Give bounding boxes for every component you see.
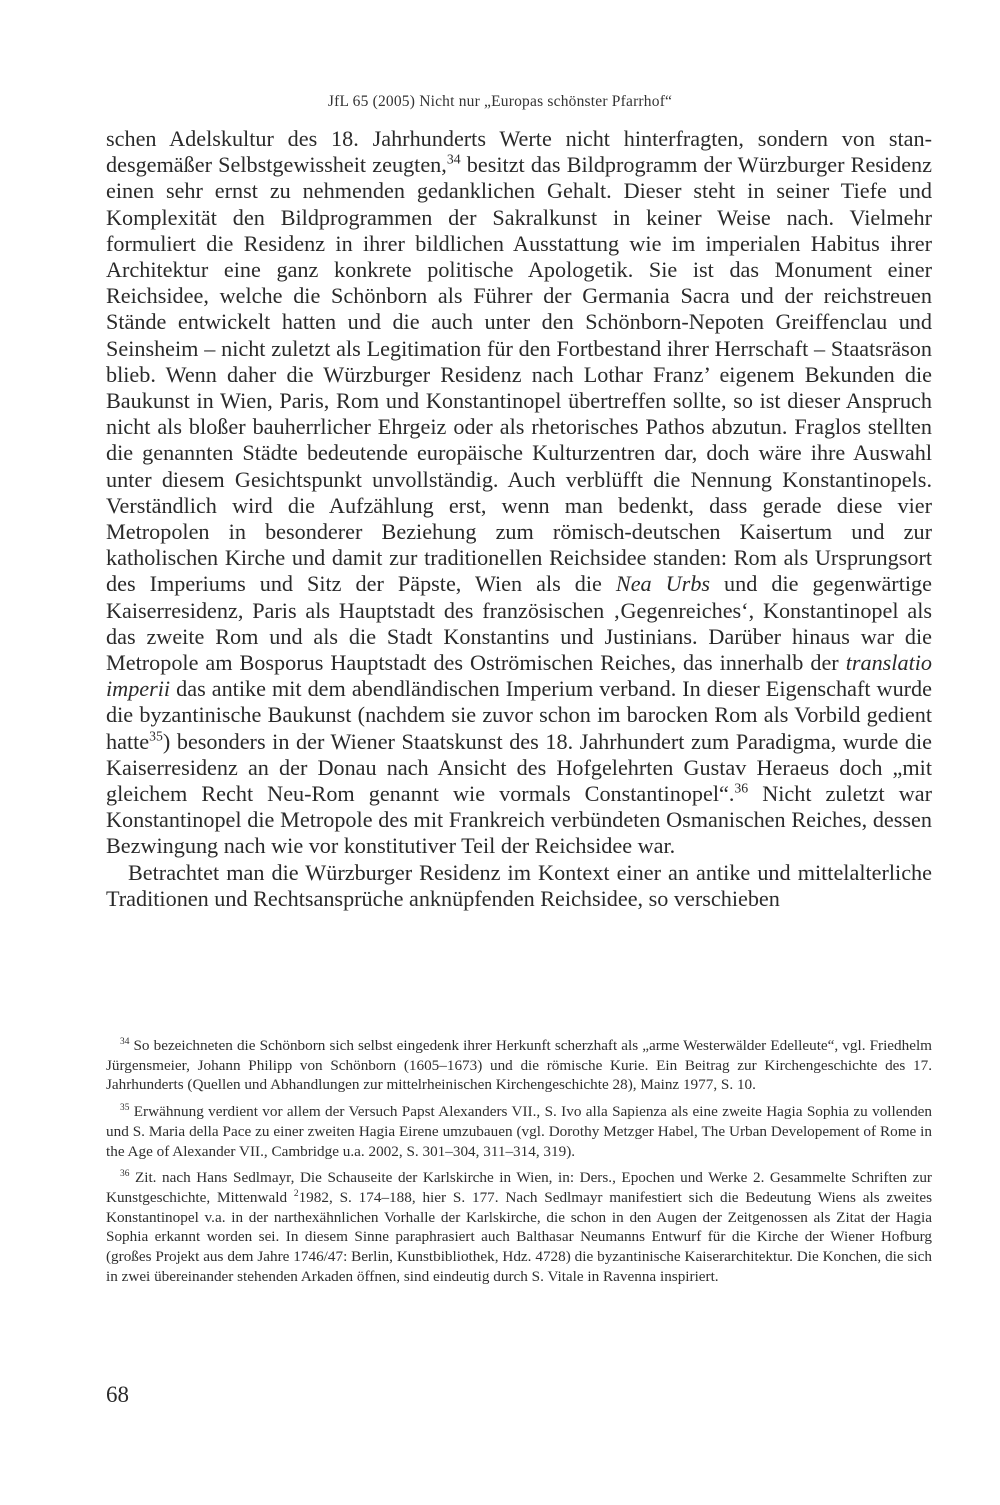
edition-number: 2 — [293, 1188, 299, 1199]
paragraph-1-text-a: schen Adelskultur des 18. Jahrhunderts Werte nicht hinterfragten, sondern von standesgemäßer Selbstgewissheit zeugten, — [106, 126, 932, 178]
paragraph-1-text-c: und die gegenwärtige Kaiserresidenz, Paris als Hauptstadt des französischen ‚Gegenreiches‘, Konstantinopel als das zweite Rom und als die Stadt Konstantins und Justinians. Darüber hinaus war die Metropole am Bosporus Hauptstadt des Oströmischen Reiches, das innerhalb der — [106, 571, 932, 676]
page-number: 68 — [106, 1382, 129, 1407]
running-head: JfL 65 (2005) Nicht nur „Europas schönster Pfarrhof“ — [327, 93, 673, 110]
italic-translatio-imperii: translatio imperii — [106, 650, 932, 702]
footnotes — [106, 1036, 932, 1293]
footnote-text: Erwähnung verdient vor allem der Versuch Papst Alexanders VII., S. Ivo alla Sapienza als eine zweite Hagia Sophia zu vollenden und S. Maria della Pace zu einer zweiten Hagia Eirene umzubauen (vgl. Dorothy Metzger Habel, The Urban Developement of Rome in the Age of Alexander VII., Cambridge u.a. 2002, S. 301–304, 311–314, 319). — [106, 1103, 932, 1160]
paragraph-1-text-f: Nicht zuletzt war Konstantinopel die Metropole des mit Frankreich verbündeten Osmanischen Reiches, dessen Bezwingung nach wie vor konstitutiver Teil der Reichsidee war. — [106, 781, 933, 859]
paragraph-1 — [106, 126, 932, 860]
footnote-ref-34[interactable]: 34 — [446, 151, 461, 167]
footnote-36 — [106, 1168, 932, 1286]
paragraph-1-text-e: ) besonders in der Wiener Staatskunst des 18. Jahrhundert zum Paradigma, wurde die Kaiserresidenz an der Donau nach Ansicht des Hofgelehrten Gustav Heraeus doch „mit gleichem Recht Neu-Rom genannt wie vormals Constantinopel“. — [106, 728, 932, 807]
footnote-text: 1982, S. 174–188, hier S. 177. Nach Sedlmayr manifestiert sich die Bedeutung Wiens als zweites Konstantinopel v.a. in der narthexähnlichen Vorhalle der Karlskirche, die schon in den Augen der Zeitgenossen als Zitat der Hagia Sophia erkannt worden sei. In diesem Sinne paraphrasiert auch Balthasar Neumanns Entwurf für die Kirche der Wiener Hofburg (großes Projekt aus dem Jahre 1746/47: Berlin, Kunstbibliothek, Hdz. 4728) die byzantinische Kaiserarchitektur. Die Konchen, die sich in zwei übereinander stehenden Arkaden öffnen, sind eindeutig durch S. Vitale in Ravenna inspiriert. — [106, 1188, 932, 1285]
italic-nea-urbs: Nea Urbs — [615, 571, 711, 597]
footnote-34 — [106, 1036, 932, 1095]
footnote-number: 34 — [120, 1036, 130, 1047]
footnote-number: 36 — [120, 1169, 130, 1180]
footnote-number: 35 — [120, 1103, 130, 1114]
footnote-text: Zit. nach Hans Sedlmayr, Die Schauseite der Karlskirche in Wien, in: Ders., Epochen und Werke 2. Gesammelte Schriften zur Kunstgeschichte, Mittenwald — [106, 1169, 932, 1206]
paragraph-1-text-b: besitzt das Bildprogramm der Würzburger Residenz einen sehr ernst zu nehmenden gedanklichen Gehalt. Dieser steht in seiner Tiefe und Komplexität den Bildprogrammen der Sakralkunst in keiner Weise nach. Vielmehr formuliert die Residenz in ihrer bildlichen Ausstattung wie im imperialen Habitus ihrer Architektur eine ganz konkrete politische Apologetik. Sie ist das Monument einer Reichsidee, welche die Schönborn als Führer der Germania Sacra und der reichstreuen Stände entwickelt hatten und die auch unter den Schönborn-Nepoten Greiffenclau und Seinsheim – nicht zuletzt als Legitimation für den Fortbestand ihrer Herrschaft – Staatsräson blieb. Wenn daher die Würzburger Residenz nach Lothar Franz’ eigenem Bekunden die Baukunst in Wien, Paris, Rom und Konstantinopel übertreffen sollte, so ist dieser Anspruch nicht als bloßer bauherrlicher Ehrgeiz oder als rhetorisches Pathos abzutun. Fraglos stellten die genannten Städte bedeutende europäische Kulturzentren dar, doch wäre ihre Auswahl unter diesem Gesichtspunkt unvollständig. Auch verblüfft die Nennung Konstantinopels. Verständlich wird die Aufzählung erst, wenn man bedenkt, dass gerade diese vier Metropolen in besonderer Beziehung zum römisch-deutschen Kaisertum und zur katholischen Kirche und damit zur traditionellen Reichsidee standen: Rom als Ursprungsort des Imperiums und Sitz der Päpste, Wien als die — [106, 152, 932, 597]
main-text — [106, 126, 932, 912]
paragraph-1-text-d: das antike mit dem abendländischen Imperium verband. In dieser Eigenschaft wurde die byzantinische Baukunst (nachdem sie zuvor schon im barocken Rom als Vorbild gedient hatte — [106, 676, 932, 754]
paragraph-2: Betrachtet man die Würzburger Residenz im Kontext einer an antike und mittelalterliche Traditionen und Rechtsansprüche anknüpfenden Reichsidee, so verschieben — [106, 859, 932, 911]
footnote-text: So bezeichneten die Schönborn sich selbst eingedenk ihrer Herkunft scherzhaft als „arme Westerwälder Edelleute“, vgl. Friedhelm Jürgensmeier, Johann Philipp von Schönborn (1605–1673) und die römische Kurie. Ein Beitrag zur Kirchengeschichte des 17. Jahrhunderts (Quellen und Abhandlungen zur mittelrheinischen Kirchengeschichte 28), Mainz 1977, S. 10. — [106, 1037, 932, 1094]
footnote-ref-35[interactable]: 35 — [149, 728, 163, 744]
footnote-ref-36[interactable]: 36 — [734, 780, 749, 796]
footnote-35 — [106, 1102, 932, 1161]
